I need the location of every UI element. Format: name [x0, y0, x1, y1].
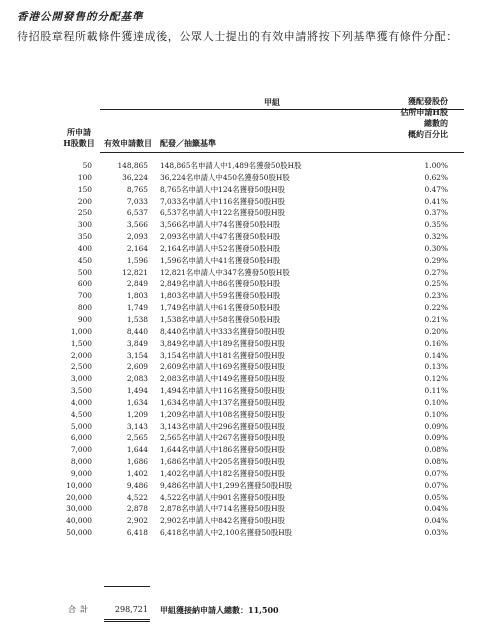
basis-cell: 1,803名申請人中59名獲發50股H股	[160, 291, 281, 301]
shares-cell: 150	[77, 184, 92, 194]
pct-cell: 0.35%	[424, 220, 448, 230]
shares-cell: 100	[77, 172, 92, 182]
apps-cell: 36,224	[122, 172, 148, 182]
basis-cell: 8,765名申請人中124名獲發50股H股	[160, 184, 286, 194]
apps-cell: 6,418	[126, 528, 148, 538]
total-row	[0, 604, 480, 616]
shares-cell: 1,000	[70, 326, 92, 336]
basis-cell: 3,154名申請人中181名獲發50股H股	[160, 350, 286, 360]
pct-cell: 1.00%	[424, 161, 448, 170]
pct-cell: 0.05%	[424, 492, 448, 502]
apps-sum-rule-top	[104, 586, 150, 587]
shares-cell: 800	[77, 303, 92, 313]
pct-cell: 0.08%	[424, 457, 448, 467]
apps-cell: 2,609	[126, 362, 148, 372]
allocation-table-body	[0, 160, 480, 539]
col-header-shares-line2: H股數目	[63, 138, 95, 148]
table-row	[0, 444, 480, 456]
col-header-pct-line1: 獲配發股份	[408, 96, 448, 106]
table-row	[0, 267, 480, 279]
pct-cell: 0.14%	[424, 350, 448, 360]
pct-cell: 0.30%	[424, 243, 448, 253]
shares-cell: 450	[77, 255, 92, 265]
basis-cell: 3,143名申請人中296名獲發50股H股	[160, 421, 286, 431]
shares-cell: 3,000	[70, 374, 92, 384]
table-row	[0, 278, 480, 290]
col-header-pct	[400, 96, 448, 140]
pct-cell: 0.04%	[424, 516, 448, 526]
apps-sum-rule-bottom-2	[104, 621, 150, 622]
col-header-basis: 配發／抽籤基準	[160, 138, 216, 148]
table-row	[0, 207, 480, 219]
apps-cell: 1,209	[126, 409, 148, 419]
table-row	[0, 492, 480, 504]
pct-cell: 0.16%	[424, 338, 448, 348]
apps-cell: 1,749	[126, 303, 148, 313]
apps-cell: 12,821	[122, 267, 148, 277]
basis-cell: 3,566名申請人中74名獲發50股H股	[160, 220, 281, 230]
basis-cell: 1,634名申請人中137名獲發50股H股	[160, 397, 286, 407]
apps-cell: 1,402	[126, 468, 148, 478]
shares-cell: 250	[77, 208, 92, 218]
apps-cell: 1,803	[126, 291, 148, 301]
apps-cell: 1,538	[126, 314, 148, 324]
table-row	[0, 385, 480, 397]
shares-cell: 6,000	[70, 433, 92, 443]
intro-paragraph: 待招股章程所載條件獲達成後，公眾人士提出的有效申請將按下列基準獲有條件分配：	[17, 30, 458, 43]
basis-cell: 36,224名申請人中450名獲發50股H股	[160, 172, 290, 182]
table-row	[0, 338, 480, 350]
pct-cell: 0.20%	[424, 326, 448, 336]
table-row	[0, 314, 480, 326]
table-row	[0, 160, 480, 172]
table-row	[0, 468, 480, 480]
pct-cell: 0.11%	[424, 386, 448, 396]
table-row	[0, 184, 480, 196]
shares-cell: 1,500	[70, 338, 92, 348]
table-row	[0, 350, 480, 362]
apps-cell: 6,537	[126, 208, 148, 218]
pct-cell: 0.47%	[424, 184, 448, 194]
table-row	[0, 243, 480, 255]
shares-cell: 600	[77, 279, 92, 289]
apps-cell: 2,093	[126, 232, 148, 242]
shares-cell: 20,000	[66, 492, 92, 502]
pct-cell: 0.62%	[424, 172, 448, 182]
apps-cell: 3,849	[126, 338, 148, 348]
apps-cell: 2,902	[126, 516, 148, 526]
basis-cell: 1,494名申請人中116名獲發50股H股	[160, 386, 286, 396]
total-label: 合計	[68, 605, 92, 614]
pct-cell: 0.10%	[424, 409, 448, 419]
shares-cell: 400	[77, 243, 92, 253]
table-row	[0, 361, 480, 373]
section-title: 香港公開發售的分配基準	[17, 11, 144, 23]
table-row	[0, 503, 480, 515]
table-row	[0, 432, 480, 444]
shares-cell: 300	[77, 220, 92, 230]
table-row	[0, 219, 480, 231]
pct-cell: 0.32%	[424, 232, 448, 242]
pct-cell: 0.13%	[424, 362, 448, 372]
shares-cell: 5,000	[70, 421, 92, 431]
basis-cell: 6,418名申請人中2,100名獲發50股H股	[160, 528, 293, 538]
apps-cell: 7,033	[126, 196, 148, 206]
table-row	[0, 456, 480, 468]
pct-cell: 0.04%	[424, 504, 448, 514]
col-header-pct-line2: 佔所申請H股	[400, 107, 448, 117]
total-apps: 298,721	[114, 605, 148, 614]
shares-cell: 4,500	[70, 409, 92, 419]
basis-cell: 1,749名申請人中61名獲發50股H股	[160, 303, 281, 313]
apps-cell: 1,686	[126, 457, 148, 467]
basis-cell: 2,083名申請人中149名獲發50股H股	[160, 374, 286, 384]
pct-cell: 0.12%	[424, 374, 448, 384]
apps-cell: 9,486	[126, 480, 148, 490]
table-row	[0, 231, 480, 243]
table-row	[0, 373, 480, 385]
apps-cell: 1,596	[126, 255, 148, 265]
col-header-pct-line3: 總數的	[424, 118, 448, 128]
table-row	[0, 172, 480, 184]
pct-cell: 0.07%	[424, 468, 448, 478]
basis-cell: 2,609名申請人中169名獲發50股H股	[160, 362, 286, 372]
group-label: 甲組	[264, 97, 280, 107]
shares-cell: 30,000	[66, 504, 92, 514]
apps-cell: 2,164	[126, 243, 148, 253]
shares-cell: 500	[77, 267, 92, 277]
table-row	[0, 480, 480, 492]
apps-cell: 1,644	[126, 445, 148, 455]
shares-cell: 50	[82, 161, 92, 170]
basis-cell: 148,865名申請人中1,489名獲發50股H股	[160, 161, 302, 170]
table-row	[0, 515, 480, 527]
basis-cell: 9,486名申請人中1,299名獲發50股H股	[160, 480, 293, 490]
apps-cell: 2,849	[126, 279, 148, 289]
basis-cell: 1,596名申請人中41名獲發50股H股	[160, 255, 281, 265]
basis-cell: 2,164名申請人中52名獲發50股H股	[160, 243, 281, 253]
basis-cell: 1,402名申請人中182名獲發50股H股	[160, 468, 286, 478]
table-row	[0, 421, 480, 433]
apps-cell: 3,143	[126, 421, 148, 431]
col-header-apps: 有效申請數目	[104, 138, 152, 148]
basis-cell: 1,644名申請人中186名獲發50股H股	[160, 445, 286, 455]
col-header-pct-line4: 概約百分比	[408, 129, 448, 139]
table-row	[0, 290, 480, 302]
table-row	[0, 527, 480, 539]
col-header-shares-line1: 所申請	[67, 127, 91, 137]
table-row	[0, 397, 480, 409]
pct-cell: 0.07%	[424, 480, 448, 490]
apps-sum-rule-bottom-1	[104, 619, 150, 620]
shares-cell: 7,000	[70, 445, 92, 455]
table-row	[0, 409, 480, 421]
shares-cell: 2,500	[70, 362, 92, 372]
shares-cell: 3,500	[70, 386, 92, 396]
basis-cell: 2,565名申請人中267名獲發50股H股	[160, 433, 286, 443]
table-row	[0, 196, 480, 208]
pct-cell: 0.41%	[424, 196, 448, 206]
pct-cell: 0.03%	[424, 528, 448, 538]
pct-cell: 0.37%	[424, 208, 448, 218]
pct-cell: 0.25%	[424, 279, 448, 289]
col-header-shares	[58, 127, 100, 149]
pct-cell: 0.09%	[424, 421, 448, 431]
apps-cell: 8,765	[126, 184, 148, 194]
apps-cell: 3,566	[126, 220, 148, 230]
apps-cell: 2,565	[126, 433, 148, 443]
shares-cell: 40,000	[66, 516, 92, 526]
pct-cell: 0.29%	[424, 255, 448, 265]
apps-cell: 2,083	[126, 374, 148, 384]
basis-cell: 4,522名申請人中901名獲發50股H股	[160, 492, 286, 502]
pct-cell: 0.21%	[424, 314, 448, 324]
pct-cell: 0.27%	[424, 267, 448, 277]
basis-cell: 2,902名申請人中842名獲發50股H股	[160, 516, 286, 526]
pct-cell: 0.22%	[424, 303, 448, 313]
shares-cell: 700	[77, 291, 92, 301]
apps-cell: 2,878	[126, 504, 148, 514]
basis-cell: 1,686名申請人中205名獲發50股H股	[160, 457, 286, 467]
shares-cell: 50,000	[66, 528, 92, 538]
pct-cell: 0.09%	[424, 433, 448, 443]
basis-cell: 12,821名申請人中347名獲發50股H股	[160, 267, 290, 277]
shares-cell: 900	[77, 314, 92, 324]
header-rule-bottom	[100, 152, 464, 153]
shares-cell: 200	[77, 196, 92, 206]
basis-cell: 2,849名申請人中86名獲發50股H股	[160, 279, 281, 289]
shares-cell: 2,000	[70, 350, 92, 360]
apps-cell: 1,494	[126, 386, 148, 396]
apps-cell: 148,865	[117, 161, 148, 170]
table-row	[0, 255, 480, 267]
shares-cell: 4,000	[70, 397, 92, 407]
basis-cell: 3,849名申請人中189名獲發50股H股	[160, 338, 286, 348]
pct-cell: 0.23%	[424, 291, 448, 301]
apps-cell: 4,522	[126, 492, 148, 502]
total-note: 甲組獲接納申請人總數：11,500	[160, 605, 279, 615]
shares-cell: 8,000	[70, 457, 92, 467]
pct-cell: 0.08%	[424, 445, 448, 455]
basis-cell: 6,537名申請人中122名獲發50股H股	[160, 208, 286, 218]
shares-cell: 9,000	[70, 468, 92, 478]
shares-cell: 350	[77, 232, 92, 242]
apps-cell: 8,440	[126, 326, 148, 336]
basis-cell: 2,093名申請人中47名獲發50股H股	[160, 232, 281, 242]
basis-cell: 1,538名申請人中58名獲發50股H股	[160, 314, 281, 324]
basis-cell: 1,209名申請人中108名獲發50股H股	[160, 409, 286, 419]
basis-cell: 8,440名申請人中333名獲發50股H股	[160, 326, 286, 336]
basis-cell: 2,878名申請人中714名獲發50股H股	[160, 504, 286, 514]
apps-cell: 1,634	[126, 397, 148, 407]
table-row	[0, 326, 480, 338]
pct-cell: 0.10%	[424, 397, 448, 407]
shares-cell: 10,000	[66, 480, 92, 490]
apps-cell: 3,154	[126, 350, 148, 360]
table-row	[0, 302, 480, 314]
basis-cell: 7,033名申請人中116名獲發50股H股	[160, 196, 286, 206]
